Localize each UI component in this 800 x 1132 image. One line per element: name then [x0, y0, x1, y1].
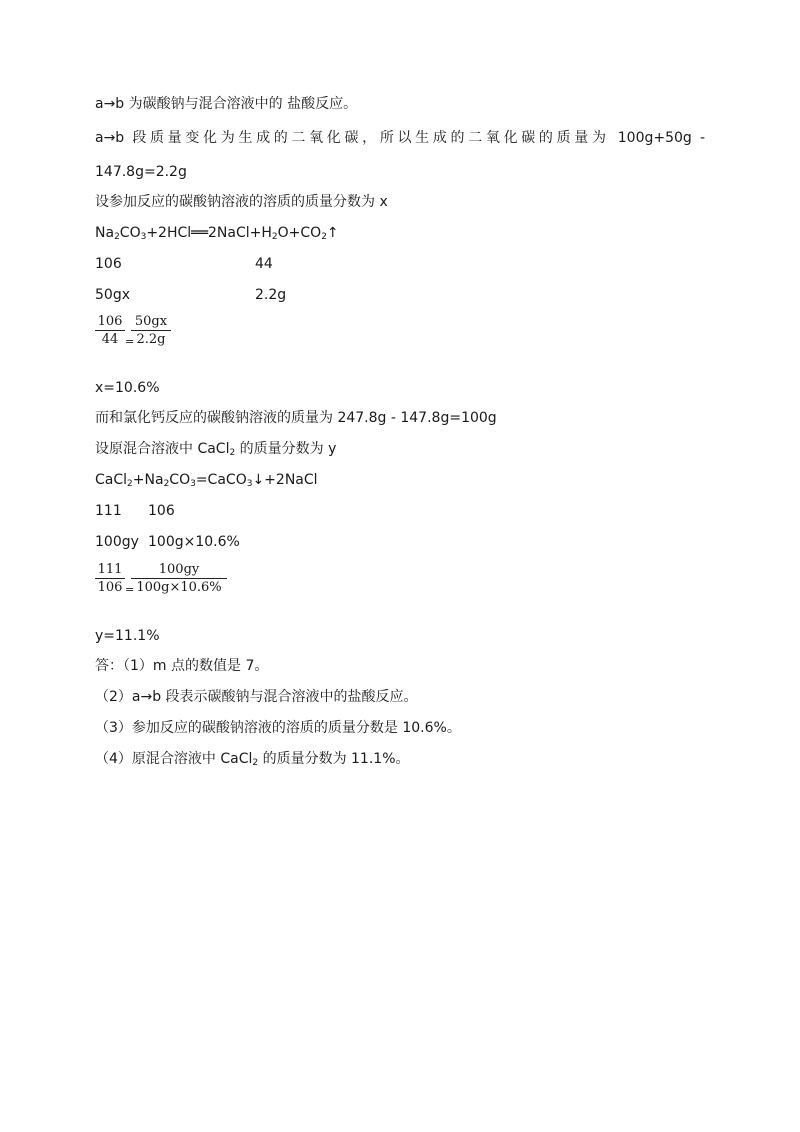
fraction-denominator: 2.2g	[136, 332, 166, 347]
ratio-row-1	[95, 254, 273, 274]
fraction-numerator: 111	[95, 562, 125, 579]
ratio-value: 111	[95, 503, 122, 519]
ratio-value: 100gy	[95, 534, 139, 550]
fraction-numerator: 100gy	[131, 562, 227, 579]
fraction-denominator: 44	[101, 332, 119, 347]
fraction-numerator: 106	[95, 314, 125, 331]
text-line-5: x=10.6%	[95, 380, 160, 396]
answer-line-2: （2）a→b 段表示碳酸钠与混合溶液中的盐酸反应。	[95, 689, 418, 705]
ratio-row-4	[95, 532, 240, 552]
text-line-4: 设参加反应的碳酸钠溶液的溶质的质量分数为 x	[95, 194, 388, 210]
fraction-denominator: 106	[97, 580, 123, 595]
equation-2: $CaCl_2+Na_2CO_3=CaCO_3↓+2NaCl$	[95, 472, 318, 489]
equals-sign: =	[125, 335, 135, 348]
ratio-value: 50gx	[95, 287, 130, 303]
text-line-8: y=11.1%	[95, 628, 160, 644]
ratio-value: 100g×10.6%	[148, 534, 240, 550]
equation-1: $Na_2CO_3+2HCl══2NaCl+H_2O+CO_2↑$	[95, 225, 339, 242]
text-line-7: 设原混合溶液中 CaCl$_2$ 的质量分数为 y	[95, 441, 337, 458]
ratio-value: 106	[95, 256, 122, 272]
fraction-equation-2	[95, 562, 255, 602]
equals-sign: =	[125, 583, 135, 596]
ratio-value: 106	[148, 503, 175, 519]
answer-line-4: （4）原混合溶液中 CaCl$_2$ 的质量分数为 11.1%。	[95, 751, 410, 768]
fraction-equation-1	[95, 314, 215, 354]
ratio-row-3	[95, 501, 175, 521]
ratio-value: 2.2g	[255, 287, 287, 303]
text-line-3: 147.8g=2.2g	[95, 164, 187, 180]
answer-line-3: （3）参加反应的碳酸钠溶液的溶质的质量分数是 10.6%。	[95, 720, 461, 736]
answer-line-1: 答：（1）m 点的数值是 7。	[95, 658, 269, 674]
ratio-value: 44	[255, 256, 273, 272]
text-line-2: a→b 段质量变化为生成的二氧化碳，所以生成的二氧化碳的质量为 100g+50g -	[95, 130, 705, 146]
text-line-6: 而和氯化钙反应的碳酸钠溶液的质量为 247.8g - 147.8g=100g	[95, 410, 497, 426]
text-line-1: a→b 为碳酸钠与混合溶液中的 盐酸反应。	[95, 96, 358, 112]
fraction-numerator: 50gx	[131, 314, 171, 331]
ratio-row-2	[95, 285, 287, 305]
fraction-denominator: 100g×10.6%	[136, 580, 222, 595]
